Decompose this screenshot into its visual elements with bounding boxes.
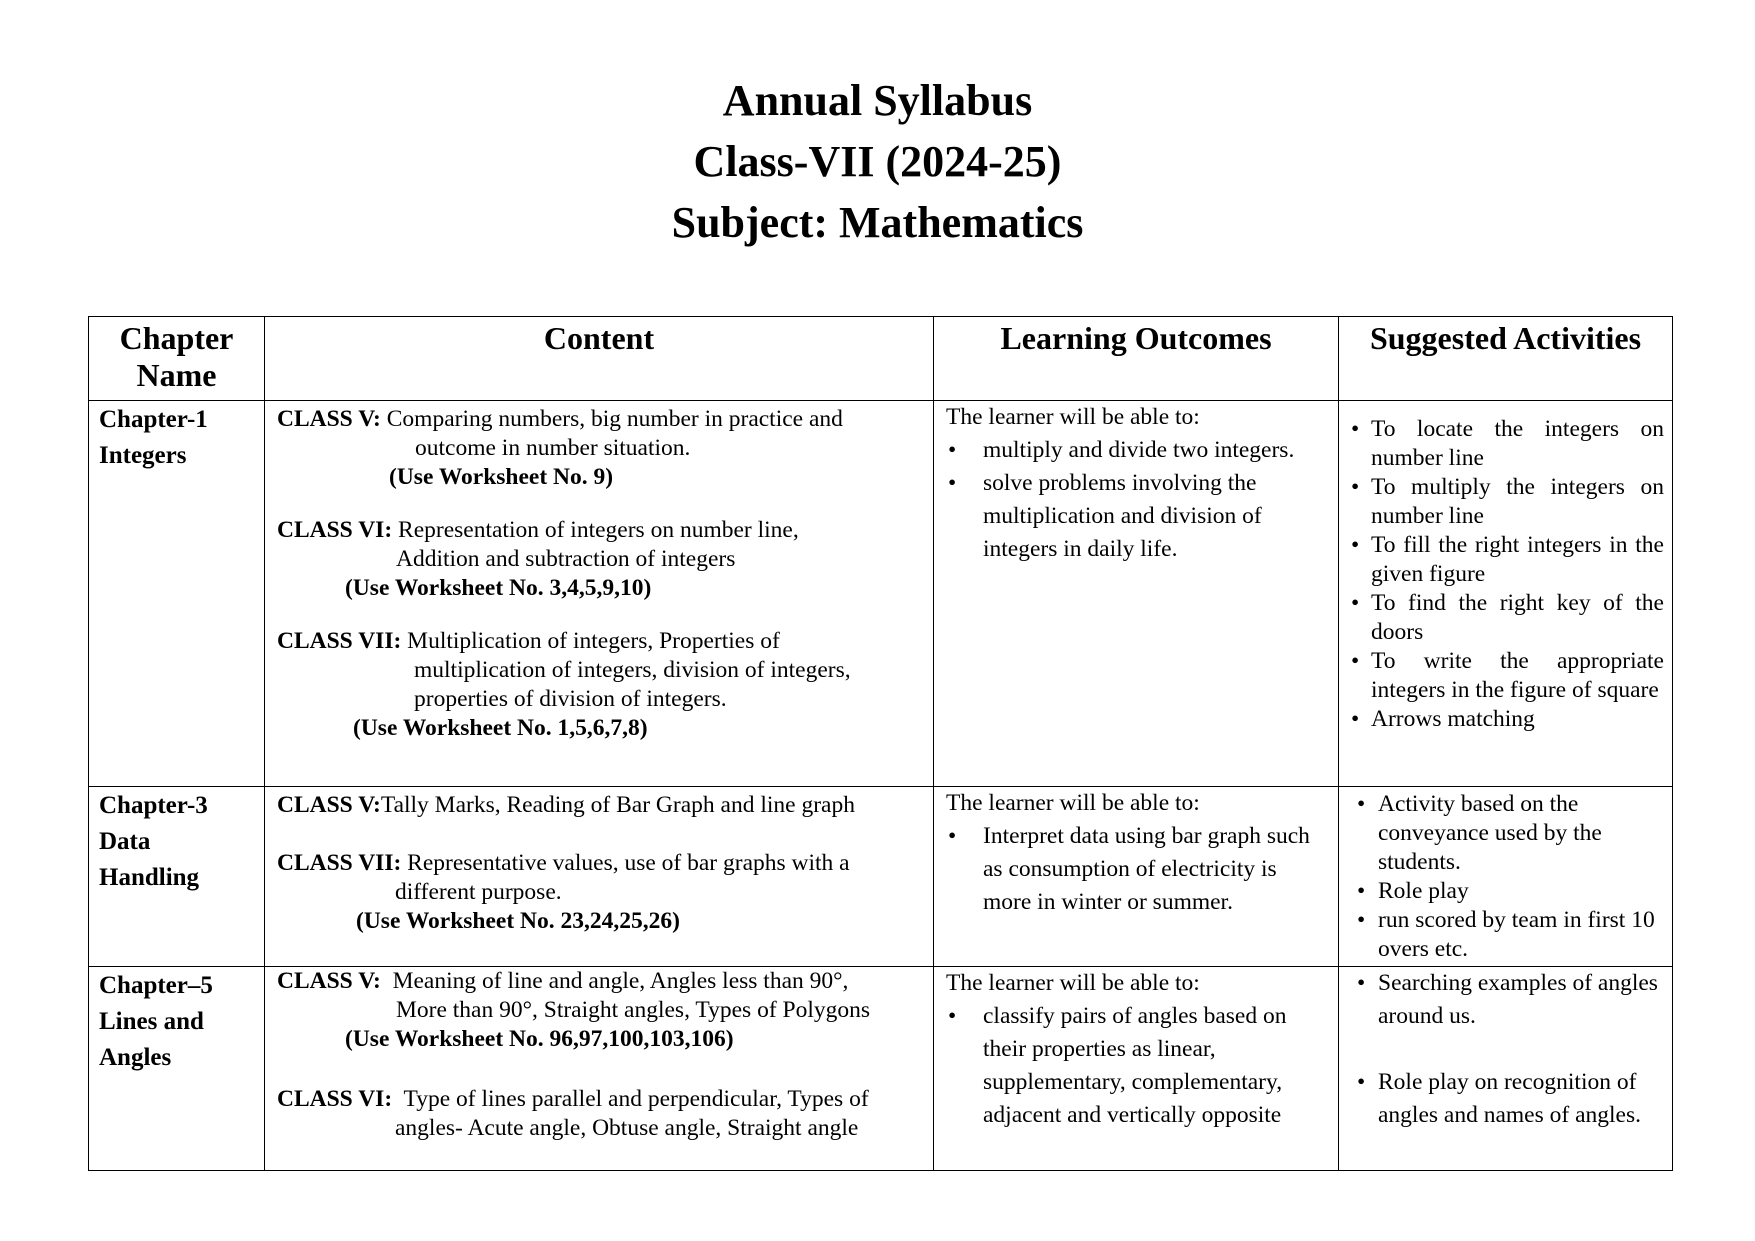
class-label: CLASS VI: [277, 517, 393, 543]
header-learning-outcomes: Learning Outcomes [934, 317, 1339, 401]
syllabus-table [88, 316, 1673, 1171]
chapter-cell [89, 401, 265, 787]
worksheet-reference: (Use Worksheet No. 3,4,5,9,10) [345, 575, 652, 601]
content-block [277, 516, 923, 603]
outcomes-list [946, 434, 1328, 566]
list-item: • Role play on recognition of angles and names of angles. [1351, 1066, 1664, 1132]
content-text: multiplication of integers, division of integers, [414, 657, 851, 683]
header-content: Content [265, 317, 934, 401]
content-block [277, 1085, 923, 1143]
content-block [277, 791, 923, 820]
content-cell [265, 401, 934, 787]
table-row [89, 967, 1673, 1171]
list-item: • Activity based on the conveyance used by the students. [1351, 790, 1664, 877]
list-item: • To locate the integers on number line [1351, 415, 1664, 473]
table-row [89, 787, 1673, 967]
outcomes-list [946, 820, 1328, 919]
outcomes-cell [934, 787, 1339, 967]
class-label: CLASS V: [277, 792, 381, 818]
chapter-title: Angles [99, 1044, 172, 1071]
outcomes-intro: The learner will be able to: [946, 404, 1200, 430]
content-block [277, 405, 923, 492]
content-text: angles- Acute angle, Obtuse angle, Straight angle [395, 1115, 859, 1141]
outcomes-list [946, 1000, 1328, 1132]
worksheet-reference: (Use Worksheet No. 23,24,25,26) [356, 908, 680, 934]
class-label: CLASS V: [277, 968, 381, 994]
content-block [277, 967, 923, 1054]
subject-heading: Subject: Mathematics [671, 198, 1084, 247]
content-text: different purpose. [395, 879, 562, 905]
chapter-cell [89, 787, 265, 967]
content-text: outcome in number situation. [415, 435, 691, 461]
outcomes-cell [934, 401, 1339, 787]
content-text: Tally Marks, Reading of Bar Graph and line graph [380, 792, 855, 818]
list-item: • Arrows matching [1351, 705, 1664, 734]
table-row [89, 401, 1673, 787]
content-text: Type of lines parallel and perpendicular, Types of [392, 1086, 869, 1112]
class-label: CLASS VII: [277, 850, 402, 876]
content-cell [265, 787, 934, 967]
chapter-title: Lines and [99, 1008, 204, 1035]
chapter-number: Chapter-3 [99, 792, 208, 819]
chapter-number: Chapter–5 [99, 972, 213, 999]
content-text: More than 90°, Straight angles, Types of Polygons [396, 997, 871, 1023]
list-item: • multiply and divide two integers. [946, 434, 1328, 467]
list-item: • To fill the right integers in the given figure [1351, 531, 1664, 589]
activities-list [1351, 967, 1664, 1132]
content-text: Meaning of line and angle, Angles less than 90°, [380, 968, 849, 994]
chapter-title: Integers [99, 442, 187, 469]
class-label: CLASS VII: [277, 628, 402, 654]
worksheet-reference: (Use Worksheet No. 9) [389, 464, 614, 490]
content-block [277, 627, 923, 743]
worksheet-reference: (Use Worksheet No. 1,5,6,7,8) [353, 715, 648, 741]
class-heading: Class-VII (2024-25) [693, 137, 1062, 186]
chapter-title: Handling [99, 864, 200, 891]
header-suggested-activities: Suggested Activities [1339, 317, 1673, 401]
header-chapter-name: Chapter Name [89, 317, 265, 401]
activities-list [1351, 415, 1664, 734]
activities-cell [1339, 787, 1673, 967]
content-text: properties of division of integers. [414, 686, 727, 712]
list-spacer [1351, 1033, 1664, 1066]
content-block [277, 849, 923, 936]
worksheet-reference: (Use Worksheet No. 96,97,100,103,106) [345, 1026, 734, 1052]
list-item: • Role play [1351, 877, 1664, 906]
class-label: CLASS V: [277, 406, 381, 432]
activities-list [1351, 790, 1664, 964]
list-item: • To multiply the integers on number line [1351, 473, 1664, 531]
chapter-cell [89, 967, 265, 1171]
list-item: • Searching examples of angles around us. [1351, 967, 1664, 1033]
outcomes-cell [934, 967, 1339, 1171]
chapter-number: Chapter-1 [99, 406, 208, 433]
list-item: • solve problems involving the multiplication and division of integers in daily life. [946, 467, 1328, 566]
outcomes-intro: The learner will be able to: [946, 790, 1200, 816]
list-item: • To write the appropriate integers in the figure of square [1351, 647, 1664, 705]
list-item: • run scored by team in first 10 overs etc. [1351, 906, 1664, 964]
list-item: • classify pairs of angles based on their properties as linear, supplementary, complementary, adjacent and vertically opposite [946, 1000, 1328, 1132]
activities-cell [1339, 967, 1673, 1171]
content-text: Multiplication of integers, Properties of [401, 628, 780, 654]
page-title: Annual Syllabus [722, 76, 1033, 125]
class-label: CLASS VI: [277, 1086, 393, 1112]
page-header [0, 70, 1755, 253]
table-header-row [89, 317, 1673, 401]
content-text: Representation of integers on number line, [392, 517, 799, 543]
content-text: Addition and subtraction of integers [396, 546, 736, 572]
outcomes-intro: The learner will be able to: [946, 970, 1200, 996]
activities-cell [1339, 401, 1673, 787]
content-text: Comparing numbers, big number in practice and [380, 406, 843, 432]
content-cell [265, 967, 934, 1171]
chapter-title: Data [99, 828, 151, 855]
list-item: • Interpret data using bar graph such as consumption of electricity is more in winter or summer. [946, 820, 1328, 919]
content-text: Representative values, use of bar graphs with a [401, 850, 850, 876]
list-item: • To find the right key of the doors [1351, 589, 1664, 647]
